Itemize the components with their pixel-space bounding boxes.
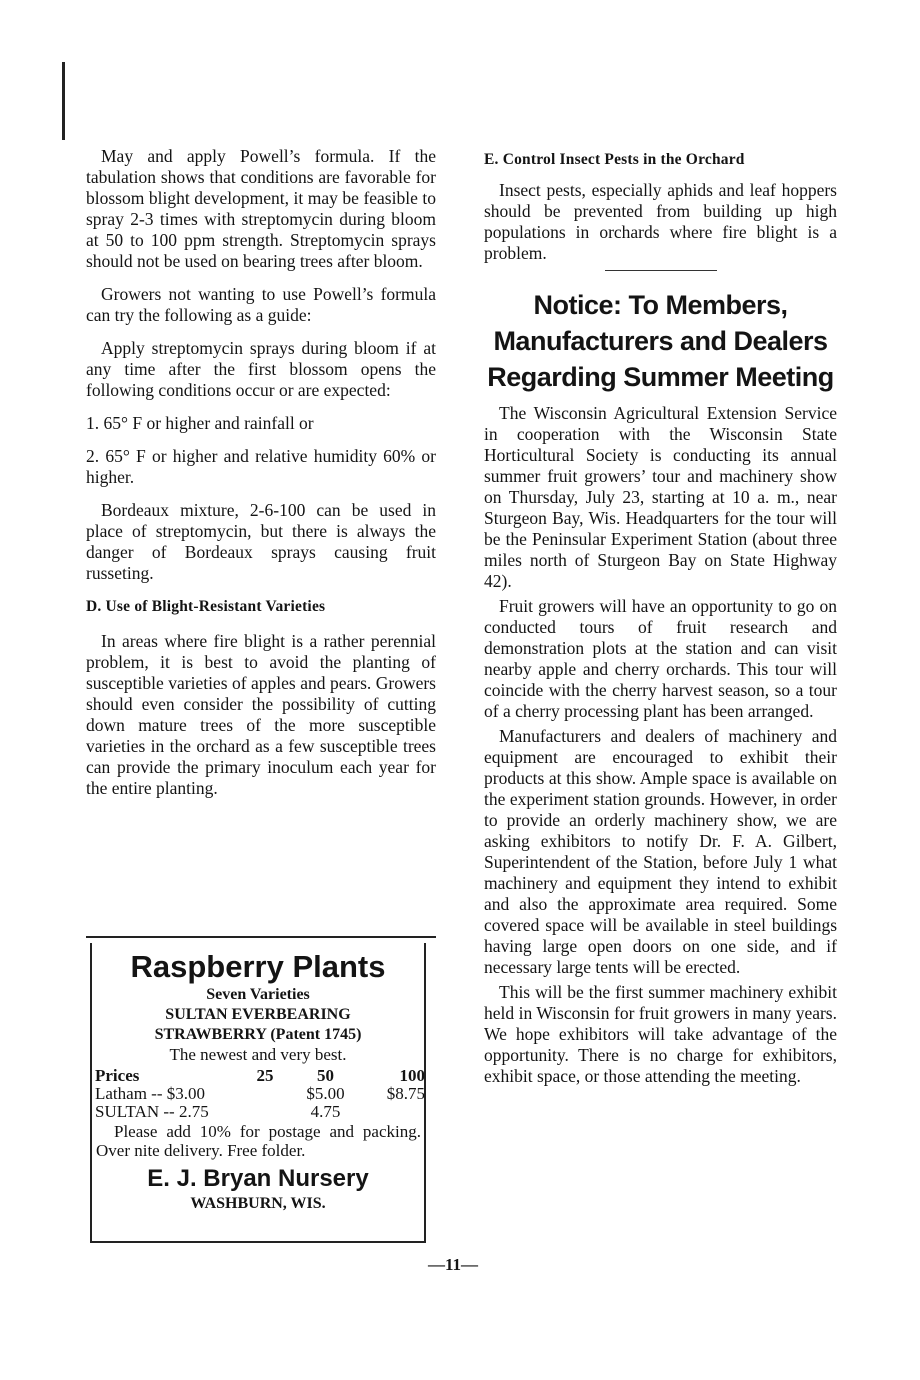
body-paragraph: Growers not wanting to use Powell’s formula can try the following as a guide: bbox=[86, 284, 436, 325]
page-number: —11— bbox=[428, 1255, 479, 1274]
price-header-cell: 25 bbox=[256, 1066, 274, 1085]
price-row bbox=[95, 1103, 425, 1121]
price-cell: 4.75 bbox=[310, 1102, 341, 1121]
price-cell: $5.00 bbox=[306, 1084, 345, 1103]
condition-item: 1. 65° F or higher and rainfall or bbox=[86, 413, 314, 433]
ad-line-1: SULTAN EVERBEARING bbox=[165, 1006, 351, 1023]
price-cell: Latham -- $3.00 bbox=[95, 1084, 205, 1103]
price-header-row bbox=[95, 1067, 425, 1085]
ad-tagline: The newest and very best. bbox=[169, 1045, 347, 1064]
notice-title: Notice: To Members, Manufacturers and Dealers Regarding Summer Meeting bbox=[487, 290, 834, 392]
section-e-heading: E. Control Insect Pests in the Orchard bbox=[484, 151, 745, 168]
price-header-cell: Prices bbox=[95, 1066, 140, 1085]
price-header-cell: 50 bbox=[316, 1066, 334, 1085]
right-column bbox=[484, 146, 837, 1091]
body-paragraph: Apply streptomycin sprays during bloom if at any time after the first blossom opens the following conditions occur or are expected: bbox=[86, 338, 436, 400]
section-d-heading: D. Use of Blight-Resistant Varieties bbox=[86, 598, 326, 615]
ad-varieties: Seven Varieties bbox=[206, 986, 310, 1003]
body-paragraph: Insect pests, especially aphids and leaf hoppers should be prevented from building up high populations in orchards where fire blight is a problem. bbox=[484, 180, 837, 263]
nursery-city: WASHBURN, WIS. bbox=[190, 1195, 326, 1212]
ad-top-rule bbox=[86, 936, 436, 938]
body-paragraph: The Wisconsin Agricultural Extension Service in cooperation with the Wisconsin State Horticultural Society is conducting its annual summer fruit growers’ tour and machinery show on Thursday, July 23, starting at 10 a. m., near Sturgeon Bay, Wis. Headquarters for the tour will be the Peninsular Experiment Station (about three miles north of Sturgeon Bay on State Highway 42). bbox=[484, 403, 837, 591]
page-edge-mark bbox=[62, 62, 65, 140]
ad-title: Raspberry Plants bbox=[130, 949, 386, 984]
nursery-name: E. J. Bryan Nursery bbox=[147, 1165, 369, 1192]
divider-rule bbox=[605, 270, 717, 271]
price-cell bbox=[359, 1103, 425, 1121]
price-header-cell: 100 bbox=[399, 1066, 425, 1085]
body-paragraph: Fruit growers will have an opportunity to go on conducted tours of fruit research and demonstration plots at the station and can visit nearby apple and cherry orchards. This tour will coincide with the cherry harvest season, so a tour of a cherry processing plant has been arranged. bbox=[484, 596, 837, 721]
price-row bbox=[95, 1085, 425, 1103]
price-cell: SULTAN -- 2.75 bbox=[95, 1102, 209, 1121]
body-paragraph: Bordeaux mixture, 2-6-100 can be used in place of streptomycin, but there is always the danger of Bordeaux sprays causing fruit russeting. bbox=[86, 500, 436, 583]
body-paragraph: This will be the first summer machinery exhibit held in Wisconsin for fruit growers in many years. We hope exhibitors will take advantage of the opportunity. There is no charge for exhibitors, exhibit space, or those attending the meeting. bbox=[484, 982, 837, 1086]
price-cell: $8.75 bbox=[386, 1084, 425, 1103]
raspberry-ad bbox=[90, 943, 426, 1243]
ad-note: Please add 10% for postage and packing. Over nite delivery. Free folder. bbox=[96, 1122, 421, 1160]
body-paragraph: Manufacturers and dealers of machinery and equipment are encouraged to exhibit their products at this show. Ample space is available on the experiment station grounds. However, in order to provide an orderly machinery show, we are asking exhibitors to notify Dr. F. A. Gilbert, Superintendent of the Station, before July 1 what machinery and equipment they intend to exhibit and also the approximate area required. Some covered space will be available in steel buildings having large open doors on one side, and if necessary large tents will be erected. bbox=[484, 726, 837, 977]
body-paragraph: In areas where fire blight is a rather perennial problem, it is best to avoid the planting of susceptible varieties of apples and pears. Growers should even consider the possibility of cutting down mature trees of the more susceptible varieties in the orchard as a few susceptible trees can provide the primary inoculum each year for the entire planting. bbox=[86, 631, 436, 798]
body-paragraph: May and apply Powell’s formula. If the tabulation shows that conditions are favorable for blossom blight development, it may be feasible to spray 2-3 times with streptomycin during bloom at 50 to 100 ppm strength. Streptomycin sprays should not be used on bearing trees after bloom. bbox=[86, 146, 436, 271]
condition-item: 2. 65° F or higher and relative humidity 60% or higher. bbox=[86, 446, 436, 487]
price-table bbox=[95, 1067, 425, 1121]
left-column bbox=[86, 146, 436, 811]
ad-line-2: STRAWBERRY (Patent 1745) bbox=[154, 1026, 362, 1043]
